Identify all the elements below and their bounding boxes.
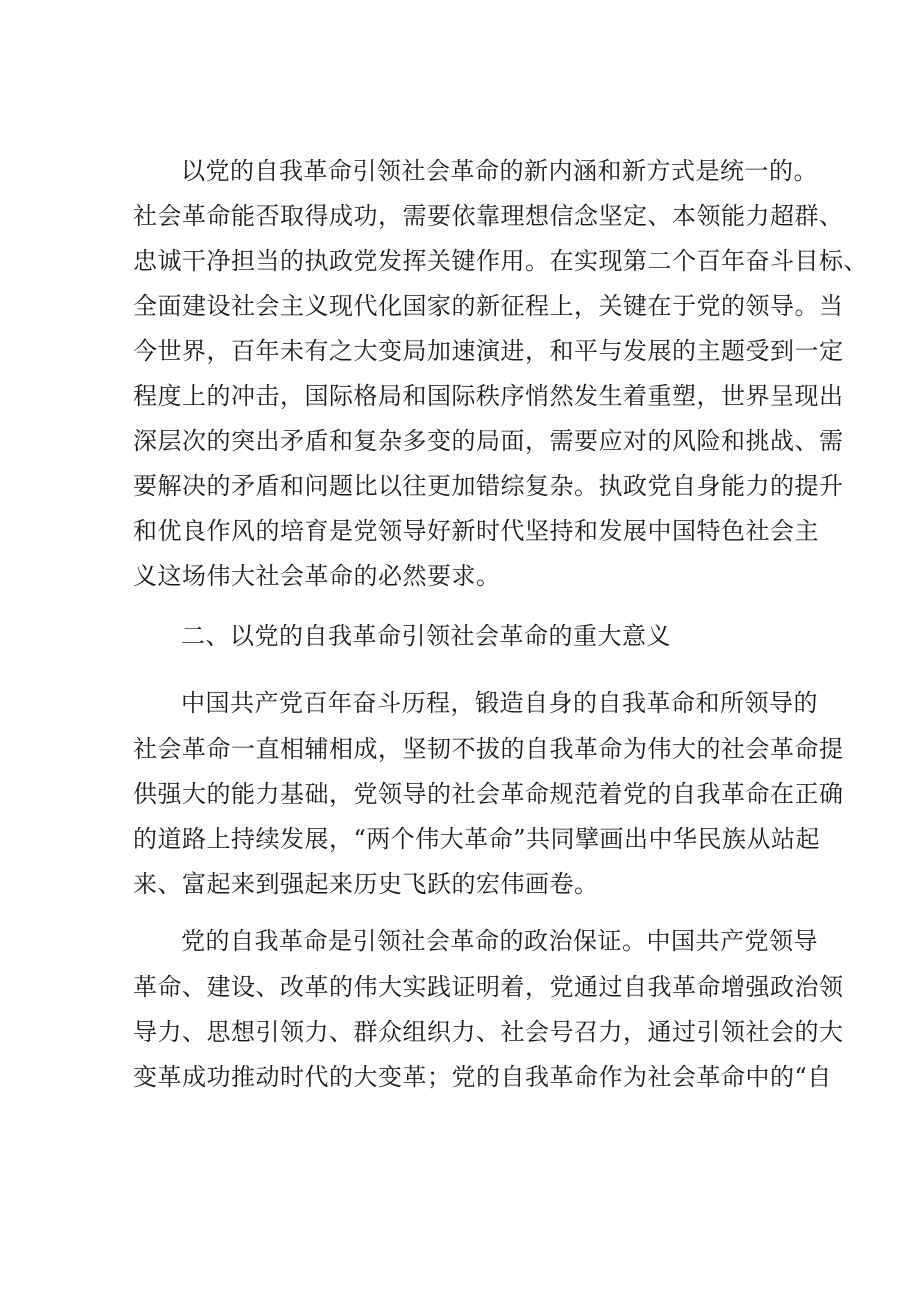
para1-line-2: 社会革命能否取得成功，需要依靠理想信念坚定、本领能力超群、 [133, 202, 844, 230]
para2-line-4: 的道路上持续发展，“两个伟大革命”共同擘画出中华民族从站起 [133, 825, 821, 853]
para1-line-8: 要解决的矛盾和问题比以往更加错综复杂。执政党自身能力的提升 [133, 472, 844, 500]
section-heading: 二、以党的自我革命引领社会革命的重大意义 [181, 622, 671, 650]
para1-line-7: 深层次的突出矛盾和复杂多变的局面，需要应对的风险和挑战、需 [133, 427, 844, 455]
para3-line-2: 革命、建设、改革的伟大实践证明着，党通过自我革命增强政治领 [133, 973, 844, 1001]
para1-line-3: 忠诚干净担当的执政党发挥关键作用。在实现第二个百年奋斗目标、 [133, 247, 868, 275]
para2-line-5: 来、富起来到强起来历史飞跃的宏伟画卷。 [133, 870, 599, 898]
para3-line-1: 党的自我革命是引领社会革命的政治保证。中国共产党领导 [181, 927, 818, 955]
para1-line-1: 以党的自我革命引领社会革命的新内涵和新方式是统一的。 [181, 157, 818, 185]
para1-line-9: 和优良作风的培育是党领导好新时代坚持和发展中国特色社会主 [133, 517, 819, 545]
para2-line-2: 社会革命一直相辅相成，坚韧不拔的自我革命为伟大的社会革命提 [133, 735, 844, 763]
para2-line-1: 中国共产党百年奋斗历程，锻造自身的自我革命和所领导的 [181, 689, 818, 717]
para1-line-10: 义这场伟大社会革命的必然要求。 [133, 562, 501, 590]
para1-line-6: 程度上的冲击，国际格局和国际秩序悄然发生着重塑，世界呈现出 [133, 382, 844, 410]
para3-line-3: 导力、思想引领力、群众组织力、社会号召力，通过引领社会的大 [133, 1018, 844, 1046]
para1-line-4: 全面建设社会主义现代化国家的新征程上，关键在于党的领导。当 [133, 292, 844, 320]
para1-line-5: 今世界，百年未有之大变局加速演进，和平与发展的主题受到一定 [133, 337, 844, 365]
para3-line-4: 变革成功推动时代的大变革；党的自我革命作为社会革命中的“自 [133, 1063, 832, 1091]
para2-line-3: 供强大的能力基础，党领导的社会革命规范着党的自我革命在正确 [133, 780, 844, 808]
